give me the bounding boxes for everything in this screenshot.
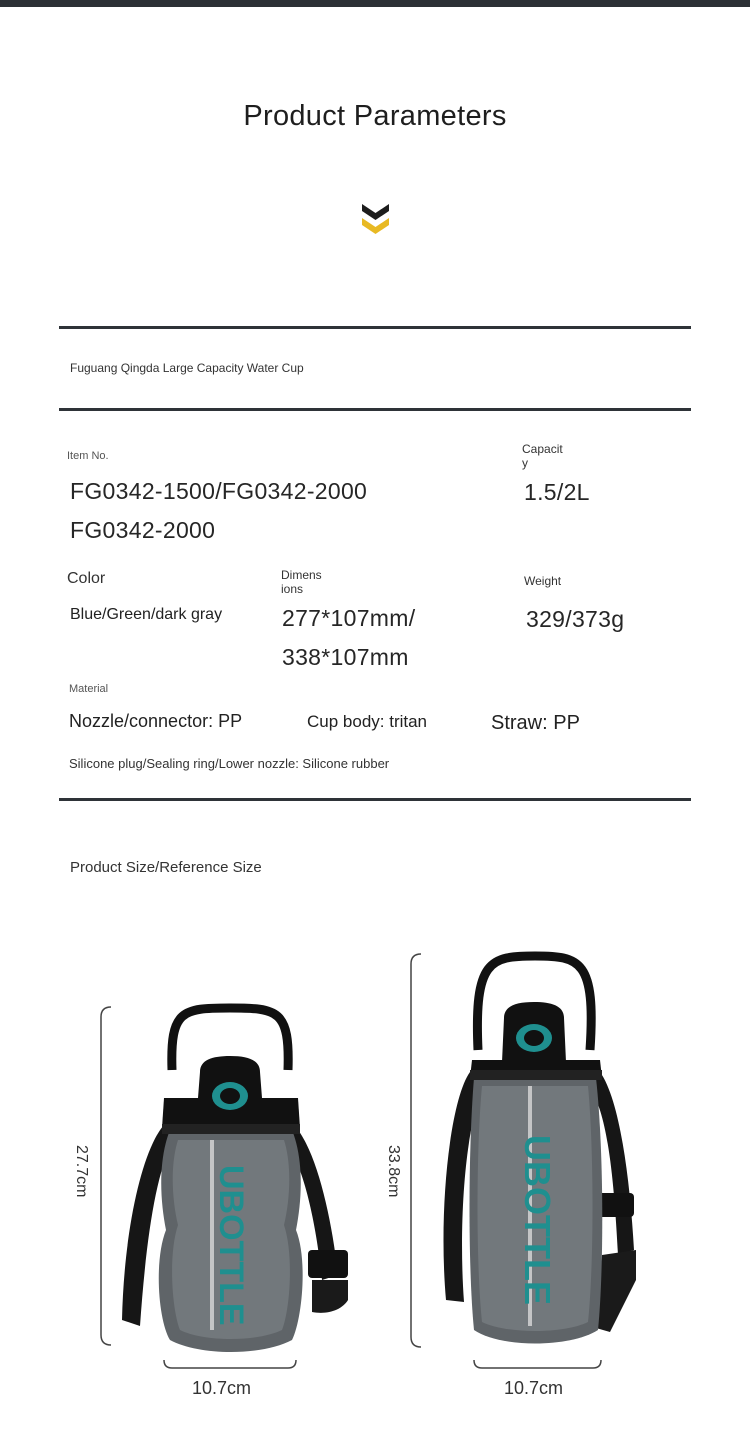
material-cup-body: Cup body: tritan bbox=[307, 712, 428, 731]
width-label-small: 10.7cm bbox=[192, 1378, 252, 1398]
divider bbox=[59, 326, 691, 329]
capacity-value: 1.5/2L bbox=[524, 479, 590, 505]
weight-value: 329/373g bbox=[526, 606, 625, 632]
page-title: Product Parameters bbox=[243, 100, 507, 132]
chevron-down-icon bbox=[362, 204, 389, 243]
item-no-value: FG0342-1500/FG0342-2000 bbox=[70, 478, 368, 504]
dimensions-value-2: 338*107mm bbox=[282, 644, 409, 670]
large-bottle-image bbox=[430, 950, 645, 1360]
width-label-large: 10.7cm bbox=[504, 1378, 564, 1398]
small-bottle-image bbox=[112, 1000, 357, 1360]
item-no-label: Item No. bbox=[67, 450, 109, 462]
material-nozzle: Nozzle/connector: PP bbox=[69, 711, 243, 731]
dimensions-label: Dimens ions bbox=[281, 568, 322, 596]
brand-text: UBOTTLE bbox=[212, 1165, 250, 1326]
material-straw: Straw: PP bbox=[491, 712, 580, 734]
height-label-large: 33.8cm bbox=[385, 1145, 402, 1198]
color-value: Blue/Green/dark gray bbox=[70, 606, 223, 623]
divider bbox=[59, 408, 691, 411]
material-silicone: Silicone plug/Sealing ring/Lower nozzle: Silicone rubber bbox=[69, 756, 390, 771]
material-label: Material bbox=[69, 683, 109, 695]
capacity-label: Capacit y bbox=[522, 442, 563, 470]
width-bracket-large bbox=[470, 1358, 605, 1374]
width-bracket-small bbox=[160, 1358, 300, 1374]
brand-text: UBOTTLE bbox=[517, 1135, 558, 1305]
product-name: Fuguang Qingda Large Capacity Water Cup bbox=[70, 361, 304, 375]
weight-label: Weight bbox=[524, 574, 562, 588]
size-section-title: Product Size/Reference Size bbox=[70, 859, 262, 876]
top-bar bbox=[0, 0, 750, 7]
divider bbox=[59, 798, 691, 801]
color-label: Color bbox=[67, 570, 106, 587]
height-label-small: 27.7cm bbox=[73, 1145, 90, 1198]
dimensions-value: 277*107mm/ bbox=[282, 605, 416, 631]
height-bracket-large bbox=[405, 952, 425, 1352]
item-no-value-2: FG0342-2000 bbox=[70, 517, 216, 543]
